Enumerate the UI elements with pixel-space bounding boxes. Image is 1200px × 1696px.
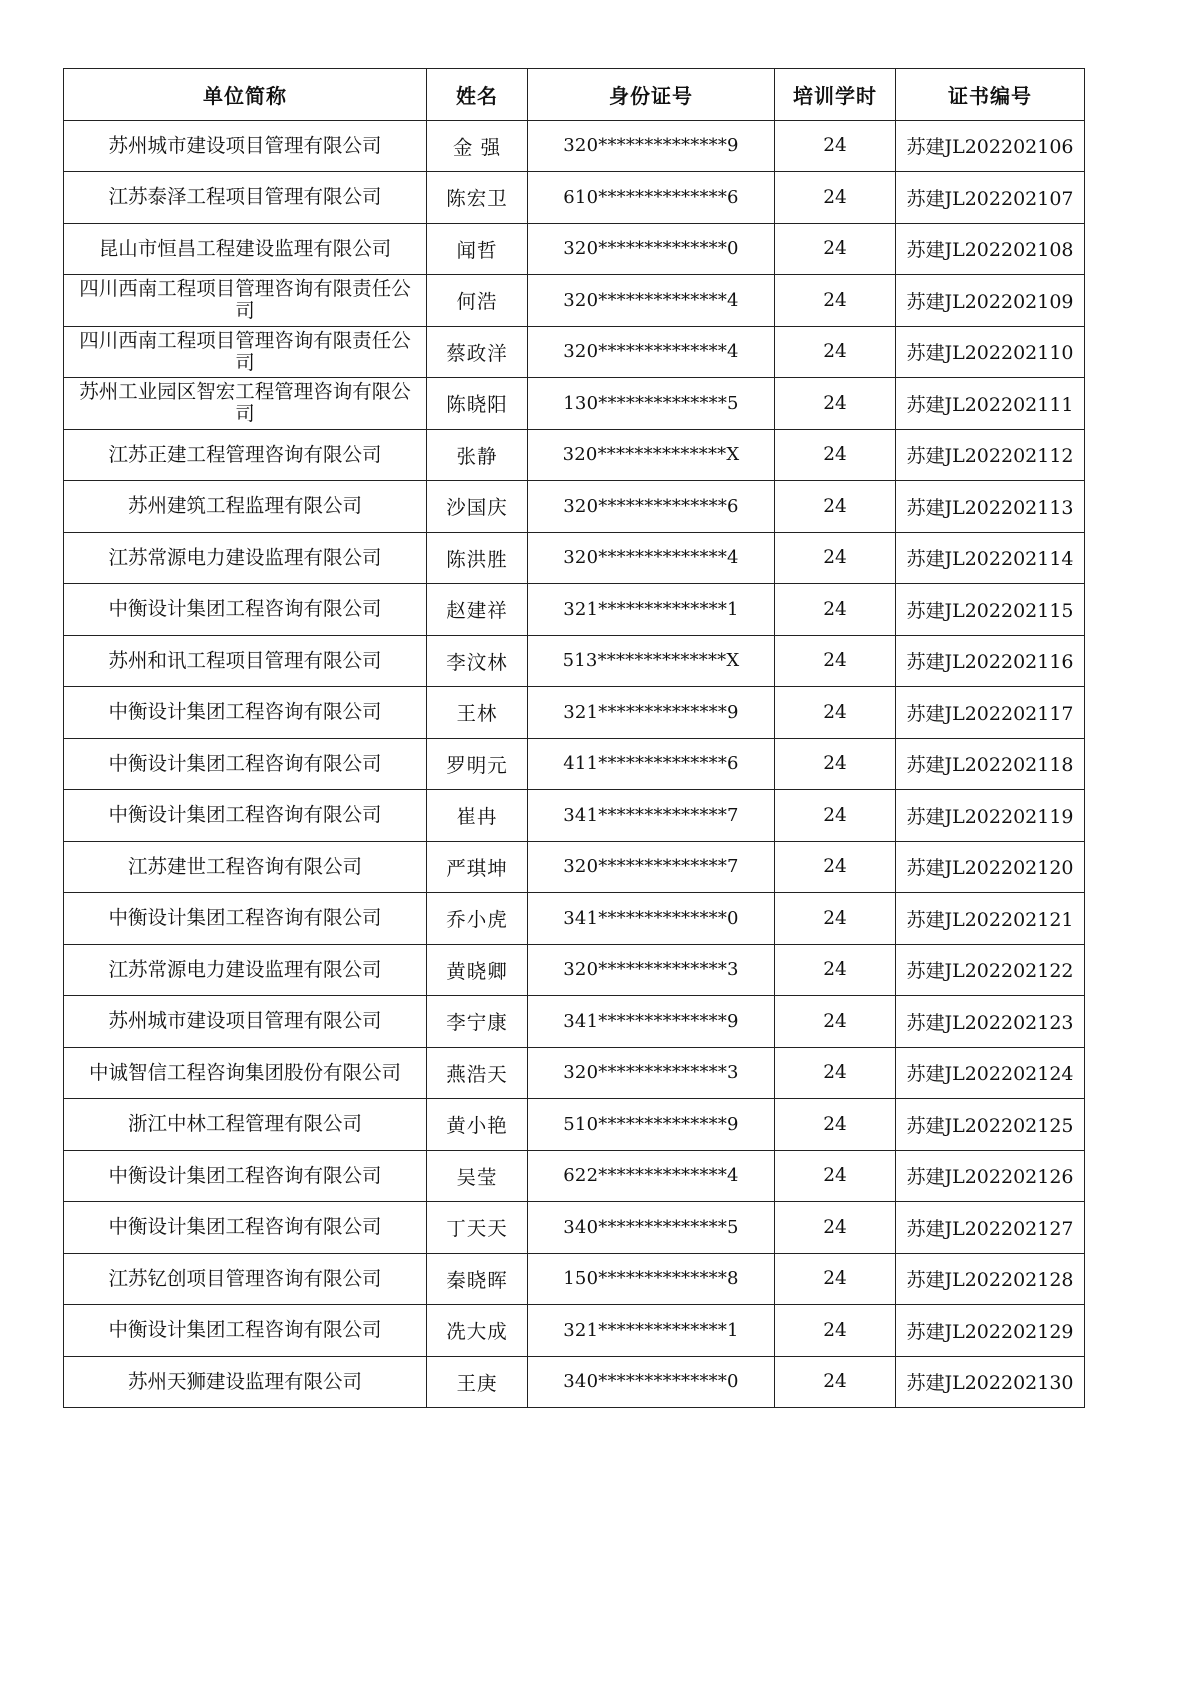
cell-training-hours: 24 xyxy=(775,944,896,996)
cell-name: 陈晓阳 xyxy=(427,378,528,430)
cell-id-number: 320**************0 xyxy=(528,223,775,275)
header-unit: 单位简称 xyxy=(64,69,427,121)
cell-name: 乔小虎 xyxy=(427,893,528,945)
cell-training-hours: 24 xyxy=(775,275,896,327)
cell-unit: 江苏建世工程咨询有限公司 xyxy=(64,841,427,893)
cell-id-number: 320**************4 xyxy=(528,275,775,327)
cell-certificate-number: 苏建JL202202112 xyxy=(896,429,1085,481)
cell-training-hours: 24 xyxy=(775,635,896,687)
cell-unit: 苏州建筑工程监理有限公司 xyxy=(64,481,427,533)
cell-certificate-number: 苏建JL202202120 xyxy=(896,841,1085,893)
table-header xyxy=(64,69,1085,121)
cell-id-number: 320**************X xyxy=(528,429,775,481)
cell-certificate-number: 苏建JL202202115 xyxy=(896,584,1085,636)
cell-certificate-number: 苏建JL202202110 xyxy=(896,326,1085,378)
cell-certificate-number: 苏建JL202202117 xyxy=(896,687,1085,739)
cell-unit: 江苏常源电力建设监理有限公司 xyxy=(64,944,427,996)
cell-certificate-number: 苏建JL202202126 xyxy=(896,1150,1085,1202)
cell-id-number: 341**************7 xyxy=(528,790,775,842)
cell-id-number: 321**************9 xyxy=(528,687,775,739)
cell-certificate-number: 苏建JL202202106 xyxy=(896,120,1085,172)
cell-unit: 浙江中林工程管理有限公司 xyxy=(64,1099,427,1151)
cell-certificate-number: 苏建JL202202121 xyxy=(896,893,1085,945)
cell-unit: 中衡设计集团工程咨询有限公司 xyxy=(64,687,427,739)
cell-id-number: 320**************3 xyxy=(528,1047,775,1099)
cell-certificate-number: 苏建JL202202114 xyxy=(896,532,1085,584)
training-certificate-table xyxy=(63,68,1085,1408)
cell-certificate-number: 苏建JL202202128 xyxy=(896,1253,1085,1305)
cell-unit: 苏州和讯工程项目管理有限公司 xyxy=(64,635,427,687)
cell-unit: 中诚智信工程咨询集团股份有限公司 xyxy=(64,1047,427,1099)
table-row xyxy=(64,120,1085,172)
table-row xyxy=(64,584,1085,636)
cell-certificate-number: 苏建JL202202113 xyxy=(896,481,1085,533)
table-row xyxy=(64,172,1085,224)
table-row xyxy=(64,429,1085,481)
table-row xyxy=(64,275,1085,327)
table-row xyxy=(64,635,1085,687)
header-certificate-number: 证书编号 xyxy=(896,69,1085,121)
cell-training-hours: 24 xyxy=(775,841,896,893)
cell-certificate-number: 苏建JL202202116 xyxy=(896,635,1085,687)
cell-id-number: 320**************7 xyxy=(528,841,775,893)
table-row xyxy=(64,1047,1085,1099)
table-row xyxy=(64,1150,1085,1202)
cell-id-number: 341**************9 xyxy=(528,996,775,1048)
cell-name: 冼大成 xyxy=(427,1305,528,1357)
cell-training-hours: 24 xyxy=(775,326,896,378)
table-row xyxy=(64,687,1085,739)
cell-name: 陈宏卫 xyxy=(427,172,528,224)
cell-name: 罗明元 xyxy=(427,738,528,790)
cell-training-hours: 24 xyxy=(775,172,896,224)
cell-id-number: 150**************8 xyxy=(528,1253,775,1305)
cell-id-number: 130**************5 xyxy=(528,378,775,430)
cell-training-hours: 24 xyxy=(775,378,896,430)
cell-id-number: 321**************1 xyxy=(528,1305,775,1357)
table-row xyxy=(64,1356,1085,1408)
cell-training-hours: 24 xyxy=(775,532,896,584)
cell-training-hours: 24 xyxy=(775,790,896,842)
table-row xyxy=(64,996,1085,1048)
cell-training-hours: 24 xyxy=(775,893,896,945)
cell-name: 秦晓晖 xyxy=(427,1253,528,1305)
cell-training-hours: 24 xyxy=(775,223,896,275)
cell-certificate-number: 苏建JL202202107 xyxy=(896,172,1085,224)
table-row xyxy=(64,1202,1085,1254)
table-row xyxy=(64,841,1085,893)
header-training-hours: 培训学时 xyxy=(775,69,896,121)
cell-name: 李宁康 xyxy=(427,996,528,1048)
cell-training-hours: 24 xyxy=(775,481,896,533)
cell-unit: 四川西南工程项目管理咨询有限责任公司 xyxy=(64,326,427,378)
cell-certificate-number: 苏建JL202202119 xyxy=(896,790,1085,842)
cell-name: 金 强 xyxy=(427,120,528,172)
cell-unit: 江苏钇创项目管理咨询有限公司 xyxy=(64,1253,427,1305)
cell-training-hours: 24 xyxy=(775,120,896,172)
cell-name: 燕浩天 xyxy=(427,1047,528,1099)
cell-name: 王林 xyxy=(427,687,528,739)
cell-id-number: 610**************6 xyxy=(528,172,775,224)
cell-unit: 中衡设计集团工程咨询有限公司 xyxy=(64,738,427,790)
table-row xyxy=(64,481,1085,533)
cell-training-hours: 24 xyxy=(775,1150,896,1202)
header-id-number: 身份证号 xyxy=(528,69,775,121)
cell-name: 闻哲 xyxy=(427,223,528,275)
cell-unit: 中衡设计集团工程咨询有限公司 xyxy=(64,790,427,842)
table-row xyxy=(64,326,1085,378)
cell-id-number: 321**************1 xyxy=(528,584,775,636)
cell-training-hours: 24 xyxy=(775,1099,896,1151)
cell-certificate-number: 苏建JL202202129 xyxy=(896,1305,1085,1357)
cell-id-number: 320**************6 xyxy=(528,481,775,533)
table-row xyxy=(64,532,1085,584)
cell-training-hours: 24 xyxy=(775,687,896,739)
cell-training-hours: 24 xyxy=(775,1202,896,1254)
cell-id-number: 622**************4 xyxy=(528,1150,775,1202)
cell-certificate-number: 苏建JL202202127 xyxy=(896,1202,1085,1254)
cell-name: 李汶林 xyxy=(427,635,528,687)
cell-certificate-number: 苏建JL202202122 xyxy=(896,944,1085,996)
table-row xyxy=(64,1099,1085,1151)
cell-unit: 江苏常源电力建设监理有限公司 xyxy=(64,532,427,584)
table-row xyxy=(64,738,1085,790)
cell-id-number: 320**************3 xyxy=(528,944,775,996)
cell-unit: 中衡设计集团工程咨询有限公司 xyxy=(64,584,427,636)
cell-training-hours: 24 xyxy=(775,738,896,790)
table-row xyxy=(64,223,1085,275)
cell-name: 丁天天 xyxy=(427,1202,528,1254)
table-row xyxy=(64,790,1085,842)
header-row xyxy=(64,69,1085,121)
table-body xyxy=(64,120,1085,1408)
cell-unit: 苏州天狮建设监理有限公司 xyxy=(64,1356,427,1408)
cell-training-hours: 24 xyxy=(775,1305,896,1357)
cell-certificate-number: 苏建JL202202125 xyxy=(896,1099,1085,1151)
cell-unit: 江苏正建工程管理咨询有限公司 xyxy=(64,429,427,481)
cell-id-number: 510**************9 xyxy=(528,1099,775,1151)
cell-id-number: 340**************5 xyxy=(528,1202,775,1254)
cell-unit: 苏州工业园区智宏工程管理咨询有限公司 xyxy=(64,378,427,430)
table-row xyxy=(64,378,1085,430)
cell-name: 王庚 xyxy=(427,1356,528,1408)
cell-certificate-number: 苏建JL202202118 xyxy=(896,738,1085,790)
cell-id-number: 513**************X xyxy=(528,635,775,687)
table-row xyxy=(64,944,1085,996)
cell-training-hours: 24 xyxy=(775,1253,896,1305)
cell-id-number: 340**************0 xyxy=(528,1356,775,1408)
cell-certificate-number: 苏建JL202202111 xyxy=(896,378,1085,430)
cell-id-number: 341**************0 xyxy=(528,893,775,945)
cell-training-hours: 24 xyxy=(775,1047,896,1099)
cell-training-hours: 24 xyxy=(775,996,896,1048)
cell-unit: 中衡设计集团工程咨询有限公司 xyxy=(64,893,427,945)
cell-name: 蔡政洋 xyxy=(427,326,528,378)
table-row xyxy=(64,893,1085,945)
cell-name: 何浩 xyxy=(427,275,528,327)
cell-training-hours: 24 xyxy=(775,1356,896,1408)
cell-unit: 中衡设计集团工程咨询有限公司 xyxy=(64,1150,427,1202)
cell-name: 黄晓卿 xyxy=(427,944,528,996)
cell-unit: 中衡设计集团工程咨询有限公司 xyxy=(64,1305,427,1357)
cell-certificate-number: 苏建JL202202108 xyxy=(896,223,1085,275)
cell-unit: 中衡设计集团工程咨询有限公司 xyxy=(64,1202,427,1254)
cell-training-hours: 24 xyxy=(775,584,896,636)
cell-id-number: 320**************4 xyxy=(528,326,775,378)
cell-unit: 昆山市恒昌工程建设监理有限公司 xyxy=(64,223,427,275)
cell-certificate-number: 苏建JL202202109 xyxy=(896,275,1085,327)
cell-unit: 苏州城市建设项目管理有限公司 xyxy=(64,120,427,172)
cell-name: 陈洪胜 xyxy=(427,532,528,584)
cell-training-hours: 24 xyxy=(775,429,896,481)
cell-name: 崔冉 xyxy=(427,790,528,842)
cell-name: 沙国庆 xyxy=(427,481,528,533)
cell-certificate-number: 苏建JL202202124 xyxy=(896,1047,1085,1099)
cell-name: 黄小艳 xyxy=(427,1099,528,1151)
cell-certificate-number: 苏建JL202202130 xyxy=(896,1356,1085,1408)
table-row xyxy=(64,1253,1085,1305)
cell-unit: 江苏泰泽工程项目管理有限公司 xyxy=(64,172,427,224)
cell-unit: 四川西南工程项目管理咨询有限责任公司 xyxy=(64,275,427,327)
cell-certificate-number: 苏建JL202202123 xyxy=(896,996,1085,1048)
table-row xyxy=(64,1305,1085,1357)
cell-id-number: 320**************4 xyxy=(528,532,775,584)
cell-id-number: 411**************6 xyxy=(528,738,775,790)
header-name: 姓名 xyxy=(427,69,528,121)
cell-id-number: 320**************9 xyxy=(528,120,775,172)
cell-name: 赵建祥 xyxy=(427,584,528,636)
cell-name: 吴莹 xyxy=(427,1150,528,1202)
cell-unit: 苏州城市建设项目管理有限公司 xyxy=(64,996,427,1048)
cell-name: 张静 xyxy=(427,429,528,481)
cell-name: 严琪坤 xyxy=(427,841,528,893)
